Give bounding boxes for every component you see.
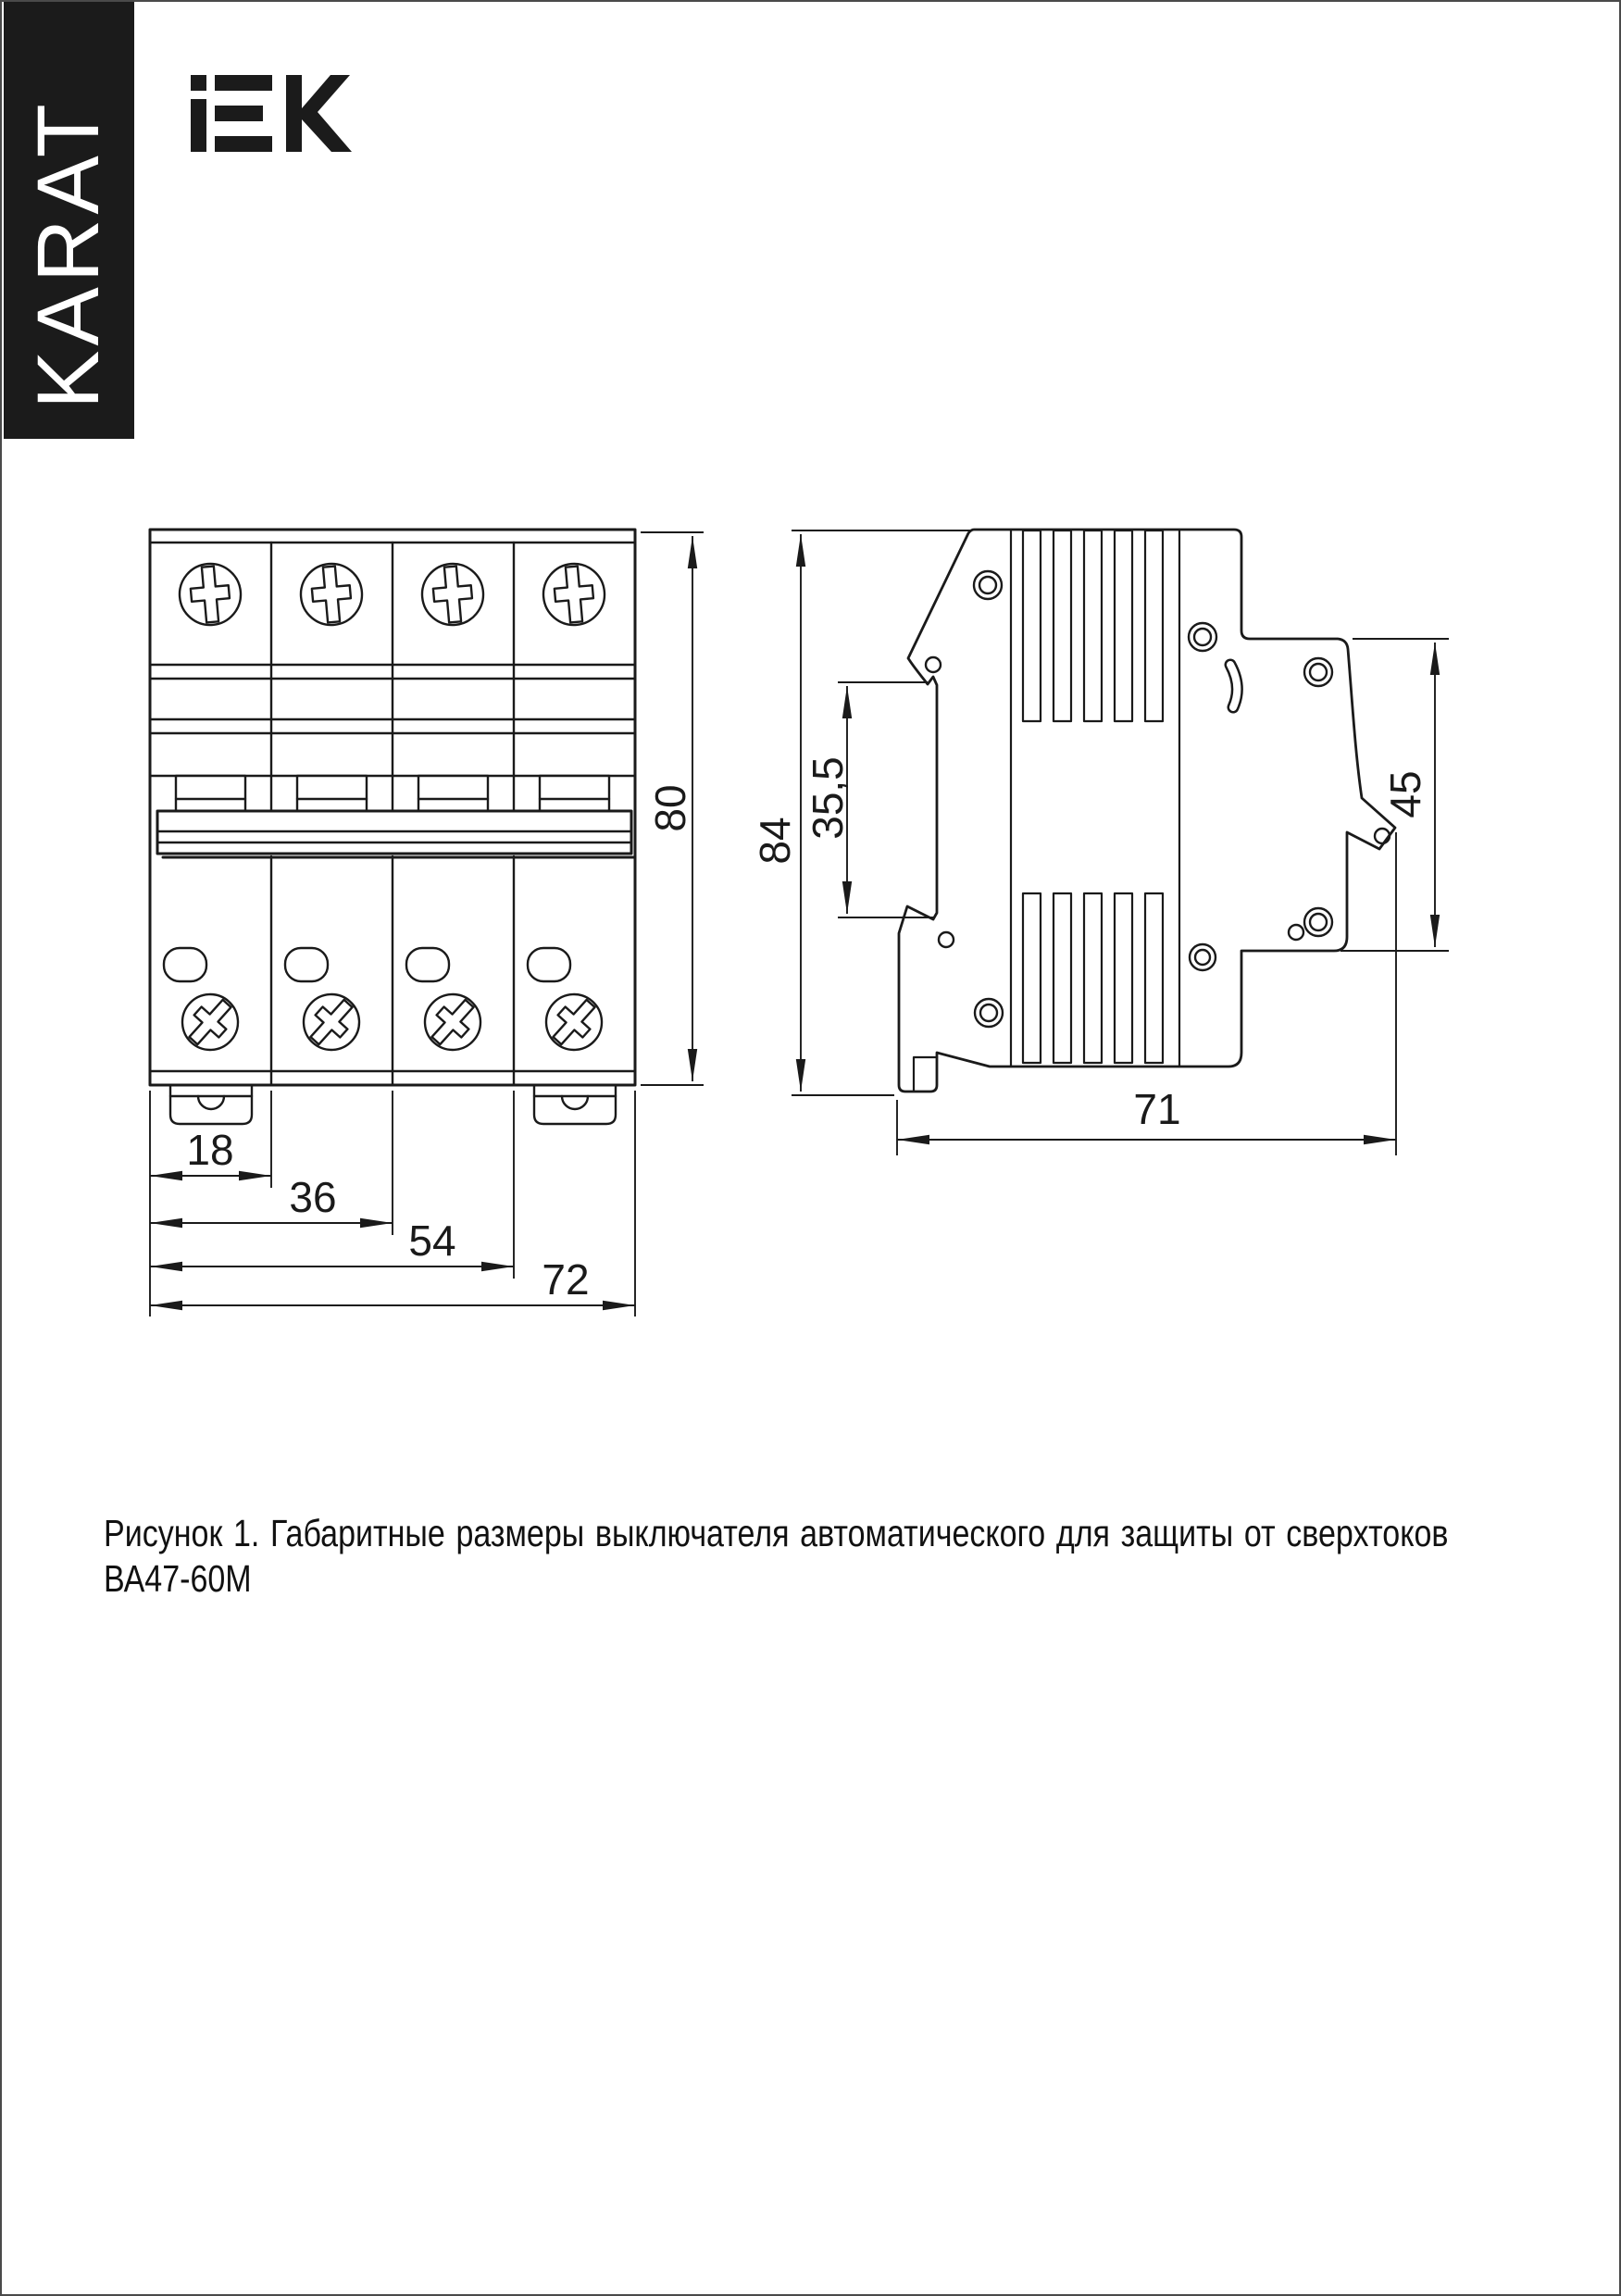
vent-slots-bottom xyxy=(1023,893,1163,1063)
dim-overall-depth: 71 xyxy=(1133,1085,1181,1133)
label-windows xyxy=(164,948,570,981)
dim-three-poles: 54 xyxy=(408,1217,456,1265)
side-view xyxy=(899,530,1395,1092)
dimension-lines xyxy=(150,530,1449,1316)
handle-tie-bar xyxy=(157,811,635,857)
side-outline xyxy=(899,530,1395,1092)
front-view xyxy=(150,530,635,1124)
dim-overall-width: 72 xyxy=(542,1255,590,1304)
karat-label: KARAT xyxy=(19,98,118,409)
dim-two-poles: 36 xyxy=(289,1173,337,1221)
dim-side-height: 84 xyxy=(751,817,799,865)
dim-pole-width: 18 xyxy=(186,1126,234,1174)
curved-slot xyxy=(1230,665,1237,707)
dim-din-channel: 35,5 xyxy=(804,756,852,840)
vent-slots-top xyxy=(1023,530,1163,721)
dim-upper-depth: 45 xyxy=(1381,770,1429,818)
technical-drawing xyxy=(2,2,1621,2296)
dim-front-height: 80 xyxy=(646,784,694,832)
figure-caption: Рисунок 1. Габаритные размеры выключателя автоматического для защиты от сверхтоков ВА47-60М xyxy=(104,1512,1449,1601)
pins xyxy=(926,657,1390,947)
